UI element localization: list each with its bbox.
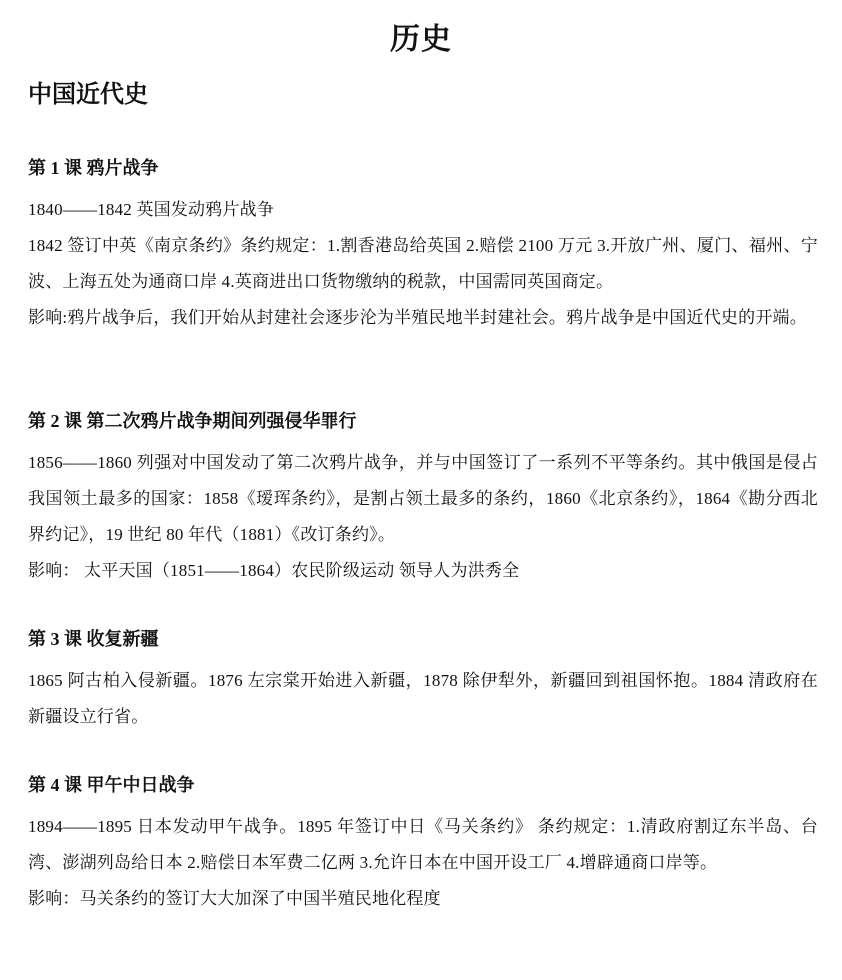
document-title: 历史: [390, 23, 452, 56]
lesson-heading: 第 3 课 收复新疆: [28, 629, 159, 649]
lesson-paragraph: 1840——1842 英国发动鸦片战争: [28, 200, 275, 219]
lesson-paragraph: 1842 签订中英《南京条约》条约规定：1.割香港岛给英国 2.赔偿 2100 万元 3.开放广州、厦门、福州、宁波、上海五处为通商口岸 4.英商进出口货物缴纳的税款，中国需同英国商定。: [28, 236, 818, 291]
lesson-heading: 第 2 课 第二次鸦片战争期间列强侵华罪行: [28, 411, 357, 431]
lesson-heading: 第 1 课 鸦片战争: [28, 158, 159, 178]
lesson-1: [28, 155, 818, 336]
lesson-paragraph: 1894——1895 日本发动甲午战争。1895 年签订中日《马关条约》 条约规定：1.清政府割辽东半岛、台湾、澎湖列岛给日本 2.赔偿日本军费二亿两 3.允许日本在中国开设工厂 4.增辟通商口岸等。: [28, 817, 818, 872]
section-title: 中国近代史: [28, 82, 148, 108]
lesson-paragraph: 影响:鸦片战争后，我们开始从封建社会逐步沦为半殖民地半封建社会。鸦片战争是中国近代史的开端。: [28, 308, 807, 327]
lesson-paragraph: 影响：马关条约的签订大大加深了中国半殖民地化程度: [28, 889, 441, 908]
lesson-3: [28, 626, 818, 735]
lesson-4: [28, 772, 818, 917]
lesson-paragraph: 影响： 太平天国（1851——1864）农民阶级运动 领导人为洪秀全: [28, 561, 520, 580]
lesson-2: [28, 408, 818, 589]
lesson-heading: 第 4 课 甲午中日战争: [28, 775, 195, 795]
lesson-paragraph: 1865 阿古柏入侵新疆。1876 左宗棠开始进入新疆，1878 除伊犁外，新疆回到祖国怀抱。1884 清政府在新疆设立行省。: [28, 671, 818, 726]
lesson-paragraph: 1856——1860 列强对中国发动了第二次鸦片战争，并与中国签订了一系列不平等条约。其中俄国是侵占我国领土最多的国家：1858《瑷珲条约》，是割占领土最多的条约，1860《北京条约》，1864《勘分西北界约记》，19 世纪 80 年代（1881）《改订条约》。: [28, 453, 818, 544]
